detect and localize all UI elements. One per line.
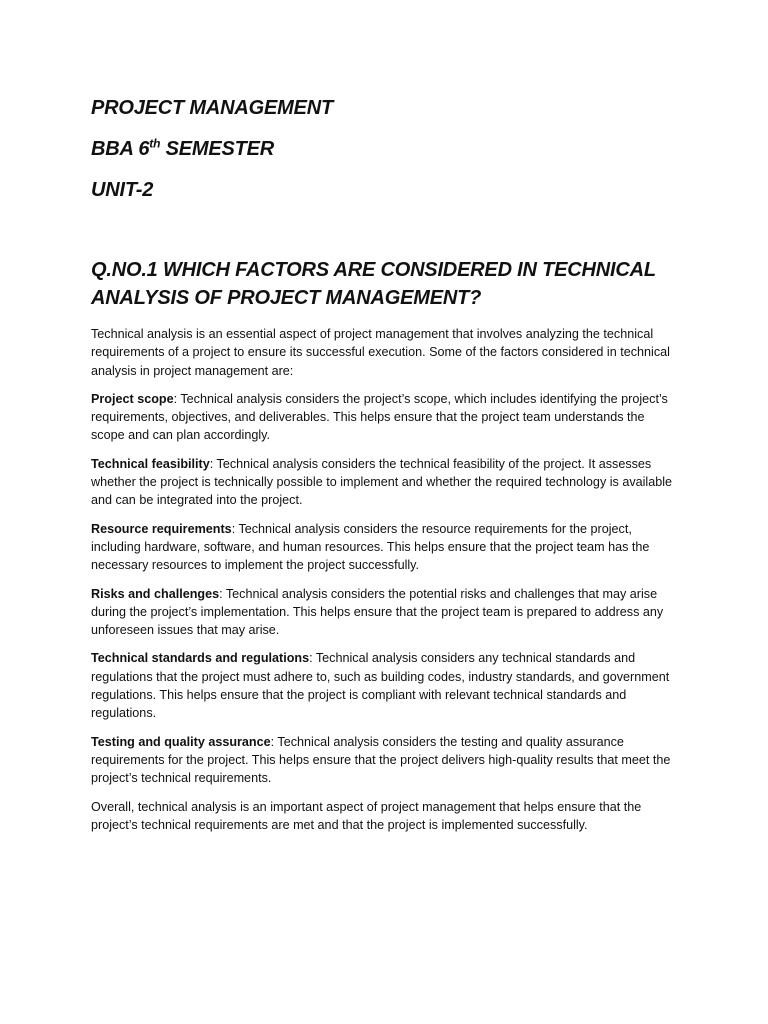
course-suffix: SEMESTER (160, 138, 274, 160)
factor-paragraph (91, 520, 681, 575)
factor-text: : Technical analysis considers any technical standards and regulations that the project must adhere to, such as building codes, industry standards, and government regulations. This helps ensure that the project is compliant with relevant technical standards and regulations. (91, 651, 670, 721)
factor-text: : Technical analysis considers the technical feasibility of the project. It assesses whether the project is technically possible to implement and whether the required technology is available and can be integrated into the project. (91, 456, 673, 508)
factor-term: Risks and challenges (91, 586, 220, 601)
factor-paragraph (91, 733, 681, 788)
factor-term: Technical standards and regulations (91, 651, 310, 666)
conclusion-paragraph: Overall, technical analysis is an important aspect of project management that helps ensure that the project’s technical requirements are met and that the project is implemented successfully. (91, 799, 642, 832)
factor-paragraph (91, 455, 681, 510)
factor-term: Resource requirements (91, 521, 232, 536)
question-heading: Q.NO.1 WHICH FACTORS ARE CONSIDERED IN TECHNICAL ANALYSIS OF PROJECT MANAGEMENT? (91, 259, 656, 309)
factor-term: Project scope (91, 391, 174, 406)
unit-label: UNIT-2 (91, 179, 154, 201)
subject-title: PROJECT MANAGEMENT (91, 97, 333, 119)
factor-paragraph (91, 390, 681, 445)
factor-text: : Technical analysis considers the project’s scope, which includes identifying the project’s requirements, objectives, and deliverables. This helps ensure that the project team understands the scope and can plan accordingly. (91, 391, 668, 443)
factor-text: : Technical analysis considers the resource requirements for the project, including hardware, software, and human resources. This helps ensure that the project team has the necessary resources to implement the project successfully. (91, 521, 650, 573)
factor-term: Technical feasibility (91, 456, 210, 471)
factor-text: : Technical analysis considers the potential risks and challenges that may arise during the project’s implementation. This helps ensure that the project team is prepared to address any unforeseen issues that may arise. (91, 586, 664, 638)
intro-paragraph: Technical analysis is an essential aspect of project management that involves analyzing the technical requirements of a project to ensure its successful execution. Some of the factors considered in technical analysis in project management are: (91, 327, 670, 378)
factor-paragraph (91, 585, 681, 640)
course-prefix: BBA 6 (91, 138, 150, 160)
factor-text: : Technical analysis considers the testing and quality assurance requirements for the project. This helps ensure that the project delivers high-quality results that meet the project’s technical requirements. (91, 734, 671, 786)
document-header (91, 94, 691, 217)
factor-paragraph (91, 649, 681, 722)
answer-body (91, 325, 681, 844)
course-semester (91, 135, 691, 163)
course-superscript: th (149, 136, 161, 151)
factor-term: Testing and quality assurance (91, 734, 271, 749)
